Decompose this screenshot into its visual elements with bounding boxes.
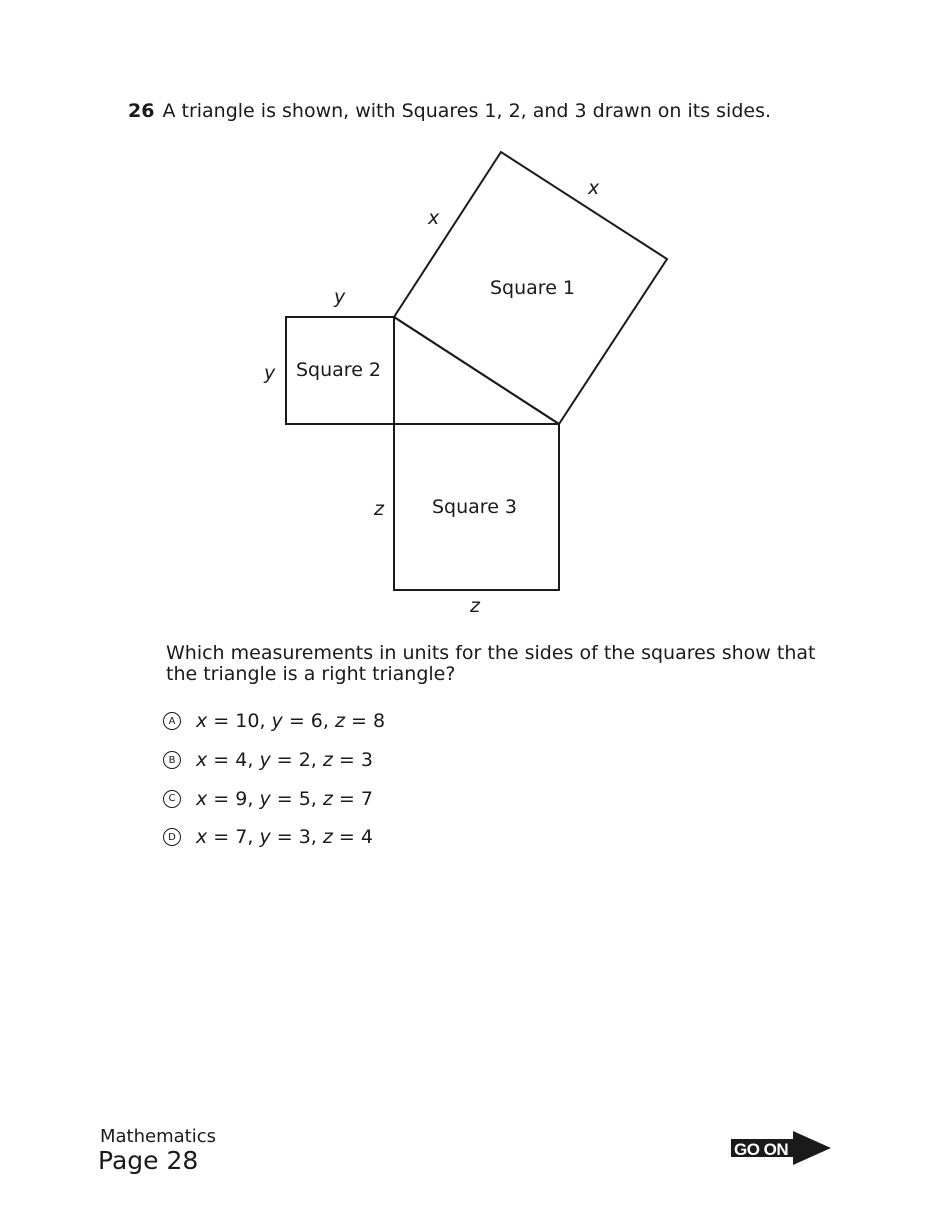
side-x-label-right: x (588, 177, 600, 199)
side-z-label-left: z (374, 498, 384, 520)
answer-choices (163, 702, 385, 857)
triangle-hypotenuse (394, 317, 559, 424)
side-y-label-left: y (264, 362, 276, 384)
choice-c-text: x = 9, y = 5, z = 7 (196, 787, 373, 810)
choice-d-z: 4 (360, 826, 373, 849)
choice-a-z: 8 (372, 710, 386, 733)
choice-a-text: x = 10, y = 6, z = 8 (196, 710, 386, 733)
side-y-label-top: y (334, 286, 346, 308)
choice-d-y: 3 (298, 826, 311, 849)
choice-b[interactable] (163, 741, 385, 780)
side-z-label-bottom: z (470, 595, 480, 617)
choice-c-bubble[interactable]: C (163, 790, 181, 808)
choice-b-bubble[interactable]: B (163, 751, 181, 769)
choice-c-y: 5 (298, 787, 311, 810)
choice-b-text: x = 4, y = 2, z = 3 (196, 749, 373, 772)
choice-c-z: 7 (360, 787, 373, 810)
choice-d[interactable] (163, 818, 385, 857)
choice-d-bubble[interactable]: D (163, 828, 181, 846)
question-number: 26 (128, 100, 155, 122)
choice-a[interactable] (163, 702, 385, 741)
footer-page-number: Page 28 (98, 1146, 199, 1175)
choice-d-x: 7 (235, 826, 248, 849)
choice-d-text: x = 7, y = 3, z = 4 (196, 826, 373, 849)
go-on-label: GO ON (734, 1140, 789, 1159)
choice-a-x: 10 (235, 710, 260, 733)
choice-b-z: 3 (360, 749, 373, 772)
choice-b-y: 2 (298, 749, 311, 772)
square-1-label: Square 1 (490, 277, 576, 299)
choice-b-x: 4 (235, 749, 248, 772)
choice-a-y: 6 (310, 710, 323, 733)
go-on-button[interactable] (731, 1131, 831, 1165)
footer-subject: Mathematics (100, 1126, 216, 1147)
square-2-label: Square 2 (296, 359, 382, 381)
choice-c[interactable] (163, 779, 385, 818)
square-3-label: Square 3 (432, 496, 518, 518)
choice-c-x: 9 (235, 787, 248, 810)
side-x-label-left: x (428, 207, 440, 229)
choice-a-bubble[interactable]: A (163, 712, 181, 730)
question-text: A triangle is shown, with Squares 1, 2, and 3 drawn on its sides. (162, 100, 772, 122)
question-prompt: Which measurements in units for the sides of the squares show that the triangle is a right triangle? (166, 642, 816, 685)
